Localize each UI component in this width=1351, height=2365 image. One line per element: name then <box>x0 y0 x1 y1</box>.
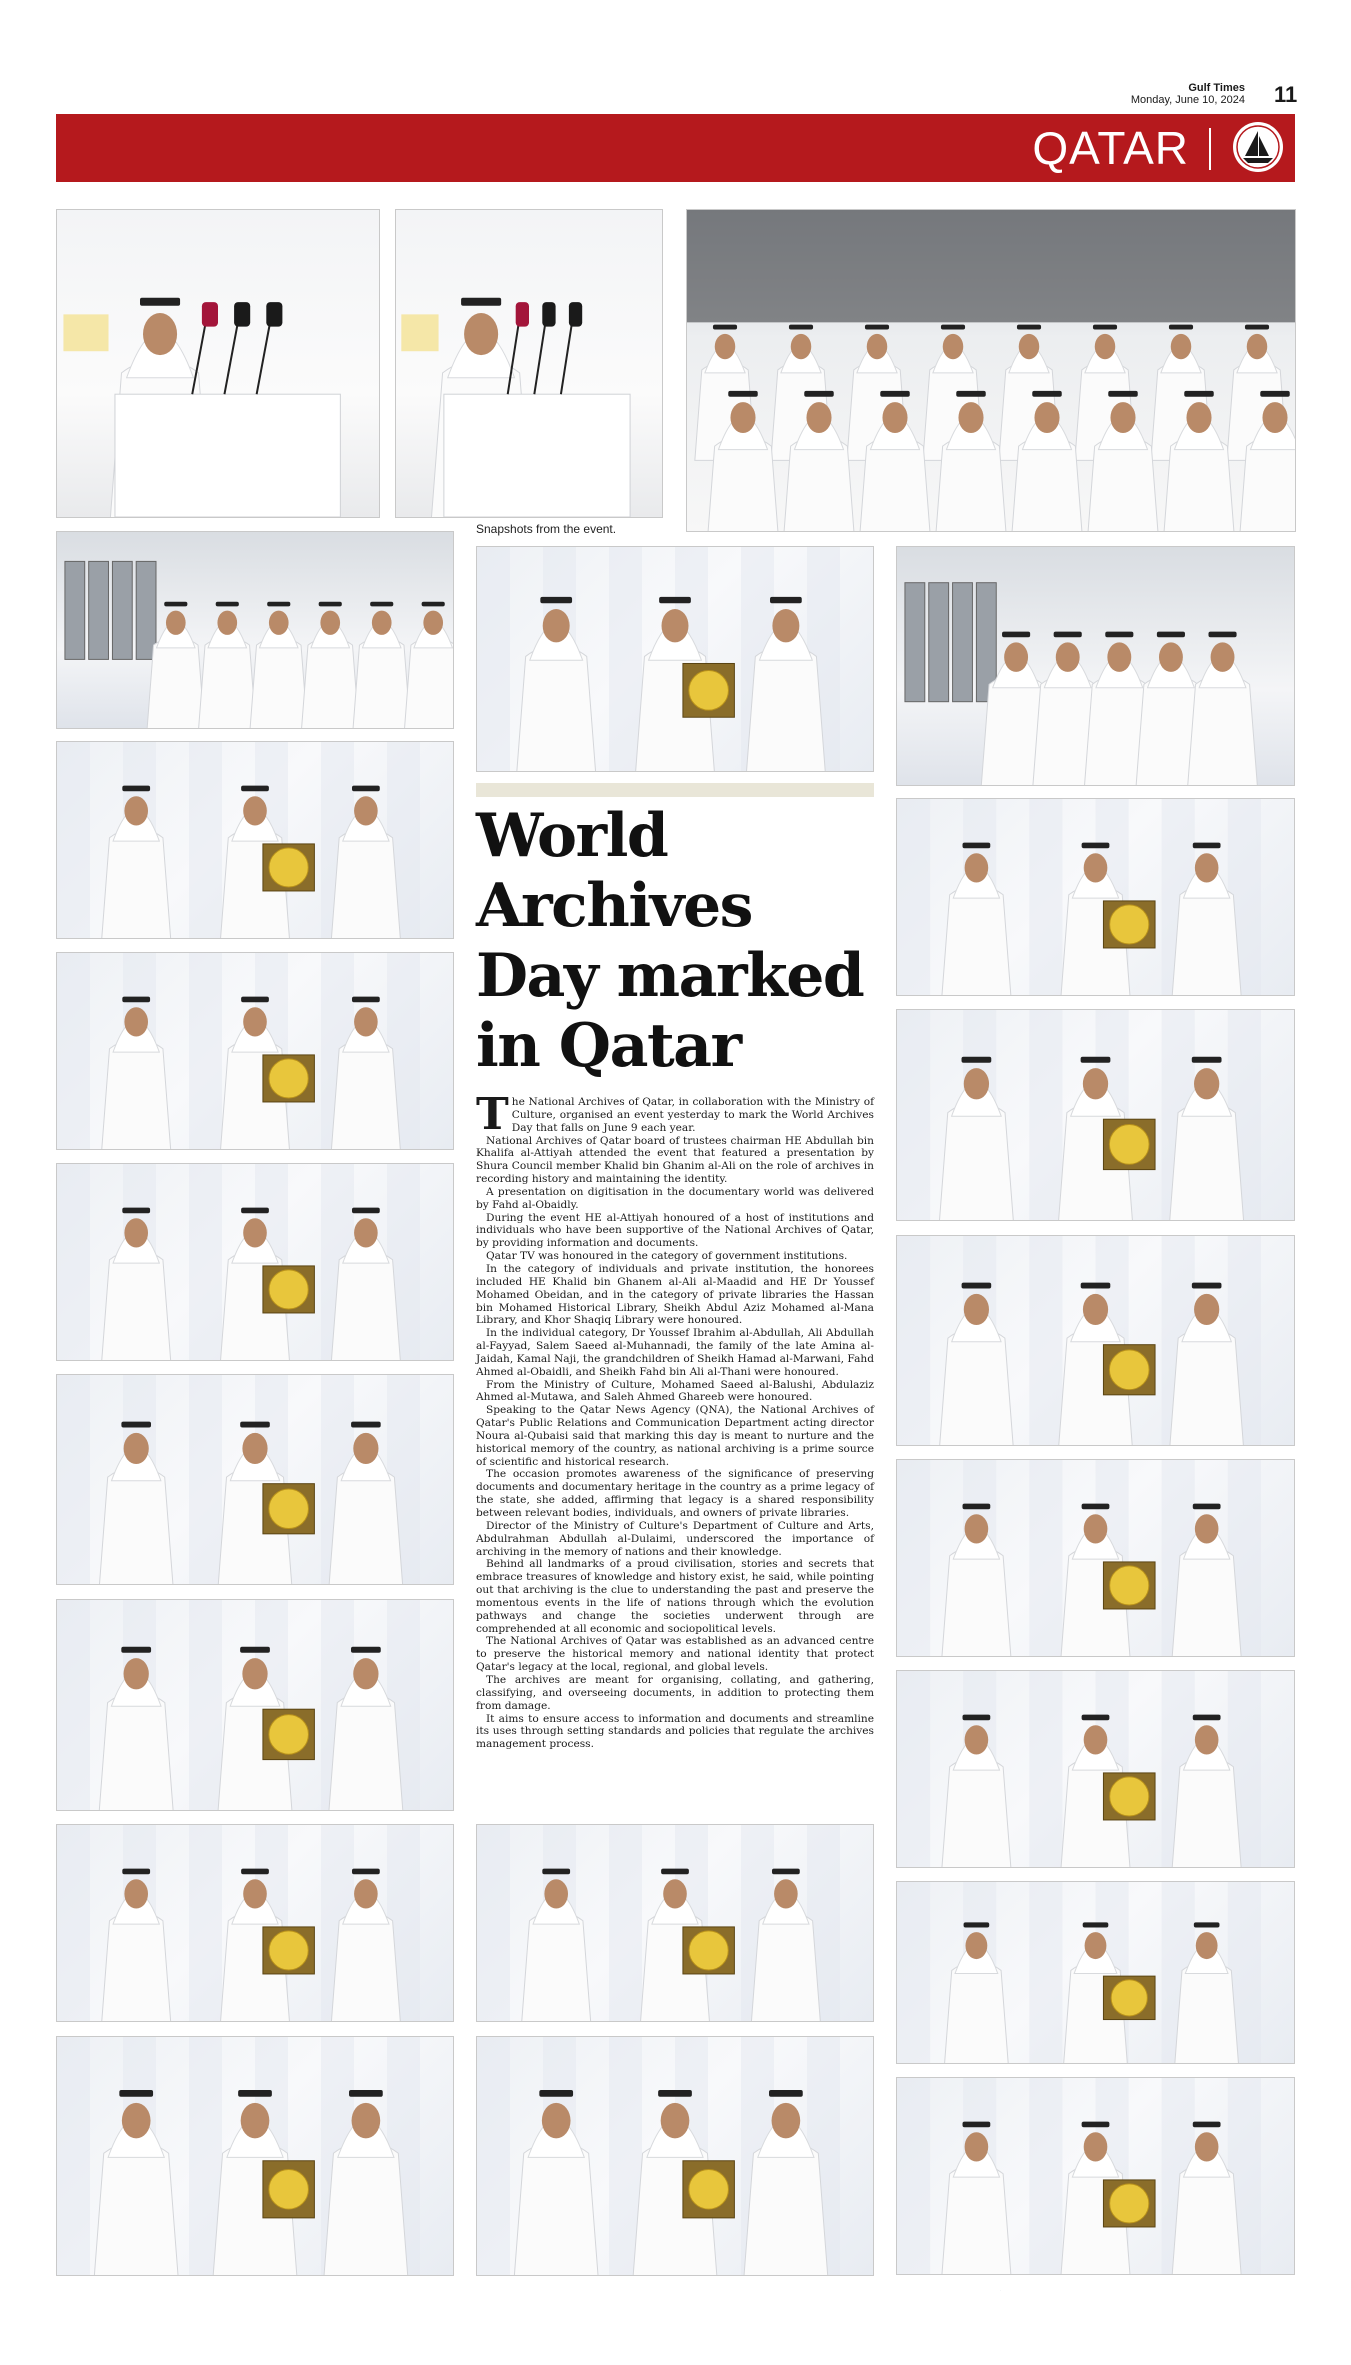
article-paragraph: National Archives of Qatar board of trustees chairman HE Abdullah bin Khalifa al-Attiyah attended the event that featured a presentation by Shura Council member Khalid bin Ghanim al-Ali on the role of archives in recording history and maintaining the identity. <box>476 1134 874 1186</box>
visitor-figure <box>250 602 308 728</box>
photo-illustration <box>897 1010 1294 1220</box>
award-plaque-icon <box>263 1927 314 1974</box>
honoree-figure <box>942 843 1011 995</box>
photo-award-12 <box>896 1459 1295 1657</box>
drop-cap: T <box>476 1089 509 1140</box>
honoree-figure <box>101 997 170 1149</box>
honoree-figure <box>99 1422 173 1584</box>
background-banner <box>63 314 108 351</box>
photo-illustration <box>57 742 453 938</box>
photo-award-5 <box>56 1374 454 1585</box>
photo-award-15 <box>896 2077 1295 2275</box>
photo-illustration <box>57 1375 453 1584</box>
photo-award-6 <box>56 1599 454 1811</box>
award-plaque-icon <box>263 1709 314 1759</box>
photo-award-3 <box>56 952 454 1150</box>
award-plaque-icon <box>1103 2180 1155 2227</box>
exhibit-panel <box>905 583 925 702</box>
exhibit-panel <box>136 561 156 659</box>
honoree-figure <box>99 1647 173 1810</box>
award-plaque-icon <box>263 2161 314 2218</box>
photo-illustration <box>57 210 379 517</box>
honoree-figure <box>942 2122 1011 2274</box>
page-number: 11 <box>1274 82 1298 107</box>
award-plaque-icon <box>1103 1345 1155 1395</box>
article-lead-text: he National Archives of Qatar, in collaboration with the Ministry of Culture, organised an event yesterday to mark the World Archives Day that falls on June 9 each year. <box>511 1096 874 1134</box>
article-paragraph: Speaking to the Qatar News Agency (QNA), the National Archives of Qatar's Public Relations and Communication Department acting director Noura al-Qubaisi said that marking this day is meant to nurture and the historical memory of the country, as national archiving is a prime source of scientific and historical research. <box>476 1404 874 1468</box>
award-plaque-icon <box>683 1927 734 1974</box>
photo-illustration <box>57 1825 453 2021</box>
photo-audience <box>686 209 1296 532</box>
honoree-figure <box>521 1869 590 2021</box>
honoree-figure <box>514 2090 598 2275</box>
photo-illustration <box>57 953 453 1149</box>
honoree-figure <box>942 1504 1011 1656</box>
visitor-figure <box>1187 632 1257 785</box>
photo-illustration <box>897 547 1294 785</box>
photo-speaker-man <box>56 209 380 518</box>
article-paragraph: The archives are meant for organising, collating, and gathering, classifying, and overseeing documents, in addition to protecting them from damage. <box>476 1673 874 1712</box>
newspaper-name: Gulf Times <box>1188 82 1245 94</box>
article-paragraph: The National Archives of Qatar was established as an advanced centre to preserve the historical memory and national identity that protect Qatar's legacy at the local, regional, and global levels. <box>476 1635 874 1674</box>
article-paragraph: Behind all landmarks of a proud civilisation, stories and secrets that embrace treasures of knowledge and history exist, he said, while pointing out that archiving is the clue to understanding the past and preserve the momentous events in the life of nations through which the evolution pathways and change the societies underwent through are comprehended at all economic and sociopolitical levels. <box>476 1558 874 1635</box>
headline: World Archives Day marked in Qatar <box>476 801 864 1081</box>
honoree-figure <box>517 597 596 771</box>
photo-illustration <box>396 210 662 517</box>
article-paragraph: Qatar TV was honoured in the category of government institutions. <box>486 1250 848 1263</box>
photo-illustration <box>57 1164 453 1360</box>
photo-illustration <box>897 799 1294 995</box>
photo-award-1 <box>476 546 874 772</box>
article-paragraph: In the category of individuals and private institution, the honorees included HE Khalid bin Ghanem al-Ali al-Maadid and HE Dr Youssef Mohamed Obeidan, and in the category of private libraries the Hassan bin Mohamed Historical Library, Sheikh Abdul Aziz Mohamed al-Mana Library, and Khor Shaqiq Library were honoured. <box>476 1262 874 1327</box>
photo-illustration <box>687 210 1295 531</box>
photo-award-14 <box>896 1881 1295 2064</box>
issue-date: Monday, June 10, 2024 <box>1130 94 1245 106</box>
exhibit-panel <box>65 561 85 659</box>
article-paragraph: It aims to ensure access to information and documents and streamline its uses through setting standards and policies that regulate the archives management process. <box>476 1712 874 1751</box>
banner-divider <box>1209 128 1211 170</box>
section-title: QATAR <box>1032 122 1189 174</box>
photo-exhibition-tour <box>56 531 454 729</box>
podium <box>115 394 340 517</box>
award-plaque-icon <box>1103 1562 1155 1609</box>
award-plaque-icon <box>1103 1119 1155 1169</box>
honoree-figure <box>101 786 170 938</box>
exhibit-panel <box>89 561 109 659</box>
honoree-figure <box>939 1057 1013 1220</box>
photo-illustration <box>57 532 453 728</box>
dhow-logo-icon <box>1233 122 1283 172</box>
photo-award-13 <box>896 1670 1295 1868</box>
honoree-figure <box>944 1922 1008 2063</box>
exhibit-panel <box>929 583 949 702</box>
photo-award-17 <box>476 2036 874 2276</box>
exhibit-panel <box>953 583 973 702</box>
photo-illustration <box>477 1825 873 2021</box>
award-plaque-icon <box>683 2161 734 2218</box>
photo-illustration <box>57 2037 453 2275</box>
article-lead-paragraph <box>476 1089 874 1140</box>
masthead-meta <box>1131 82 1245 106</box>
podium <box>444 394 630 517</box>
article-paragraph: A presentation on digitisation in the documentary world was delivered by Fahd al-Obaidly. <box>476 1185 874 1211</box>
headline-rule <box>476 783 874 797</box>
visitor-figure <box>404 602 453 728</box>
photo-award-11 <box>896 1235 1295 1446</box>
photo-award-10 <box>896 1009 1295 1221</box>
visitor-figure <box>353 602 411 728</box>
visitor-figure <box>198 602 256 728</box>
article-paragraph: From the Ministry of Culture, Mohamed Saeed al-Balushi, Abdulaziz Ahmed al-Mutawa, and Saleh Ahmed Ghareeb were honoured. <box>476 1378 874 1404</box>
award-plaque-icon <box>683 663 734 717</box>
honoree-figure <box>94 2090 178 2275</box>
award-plaque-icon <box>1103 1976 1155 2019</box>
photo-exhibition-viewing <box>896 546 1295 786</box>
award-plaque-icon <box>1103 901 1155 948</box>
photo-award-8 <box>56 2036 454 2276</box>
award-plaque-icon <box>263 1266 314 1313</box>
photo-award-9 <box>896 798 1295 996</box>
article-body <box>476 1089 874 1751</box>
honoree-figure <box>942 1715 1011 1867</box>
article-paragraph: The occasion promotes awareness of the significance of preserving documents and documentary heritage in the country as a prime legacy of the state, she added, affirming that legacy is a shared responsibility between relevant bodies, individuals, and owners of private libraries. <box>476 1468 874 1519</box>
article-paragraph: In the individual category, Dr Youssef Ibrahim al-Abdullah, Ali Abdullah al-Fayyad, Salem Saeed al-Muhannadi, the family of the late Amina al-Jaidah, Kamal Naji, the grandchildren of Sheikh Hamad al-Marwani, Fahd Ahmed al-Obaidli, and Sheikh Fahd bin Ali al-Thani were honoured. <box>476 1327 874 1378</box>
award-plaque-icon <box>1103 1773 1155 1820</box>
honoree-figure <box>101 1869 170 2021</box>
photo-speaker-woman <box>395 209 663 518</box>
honoree-figure <box>101 1208 170 1360</box>
exhibit-panel <box>112 561 132 659</box>
award-plaque-icon <box>263 1055 314 1102</box>
background-banner <box>401 314 438 351</box>
photo-illustration <box>477 547 873 771</box>
photo-illustration <box>897 1671 1294 1867</box>
photo-award-16 <box>476 1824 874 2022</box>
award-plaque-icon <box>263 844 314 891</box>
photo-caption: Snapshots from the event. <box>476 522 617 536</box>
award-plaque-icon <box>263 1484 314 1534</box>
photo-illustration <box>897 2078 1294 2274</box>
honoree-figure <box>939 1283 1013 1445</box>
photo-award-18 <box>1000 2290 1001 2291</box>
section-banner <box>56 114 1295 182</box>
visitor-figure <box>301 602 359 728</box>
photo-illustration <box>897 1882 1294 2063</box>
photo-illustration <box>897 1460 1294 1656</box>
photo-illustration <box>477 2037 873 2275</box>
photo-award-4 <box>56 1163 454 1361</box>
photo-award-7 <box>56 1824 454 2022</box>
article-paragraph: Director of the Ministry of Culture's Department of Culture and Arts, Abdulrahman Abdullah al-Dulaimi, underscored the importance of archiving in the memory of nations and their knowledge. <box>476 1519 874 1558</box>
article-paragraph: During the event HE al-Attiyah honoured of a host of institutions and individuals who have been supportive of the National Archives of Qatar, by providing information and documents. <box>476 1211 874 1250</box>
photo-award-2 <box>56 741 454 939</box>
photo-illustration <box>897 1236 1294 1445</box>
photo-illustration <box>57 1600 453 1810</box>
